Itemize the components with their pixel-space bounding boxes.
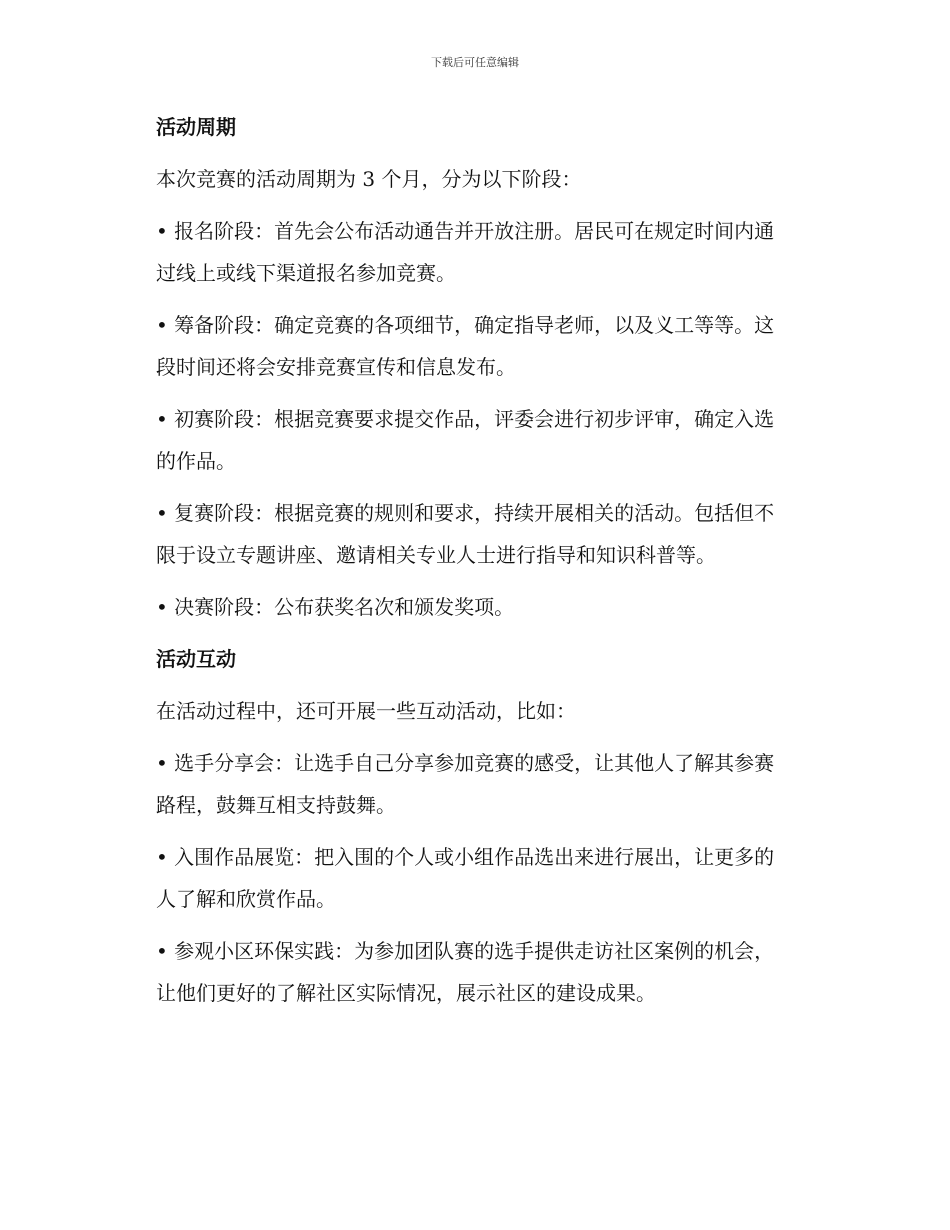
paragraph-line: 段时间还将会安排竞赛宣传和信息发布。 (156, 355, 516, 379)
paragraph-line: 本次竞赛的活动周期为 3 个月，分为以下阶段： (156, 167, 582, 191)
paragraph-line: 限于设立专题讲座、邀请相关专业人士进行指导和知识科普等。 (156, 543, 716, 567)
paragraph-line: 过线上或线下渠道报名参加竞赛。 (156, 261, 456, 285)
paragraph (113, 690, 823, 732)
paragraph (113, 836, 823, 920)
paragraph (113, 398, 823, 482)
paragraph (113, 742, 823, 826)
paragraph (113, 930, 823, 1014)
paragraph-line: • 报名阶段：首先会公布活动通告并开放注册。居民可在规定时间内通 (156, 219, 775, 243)
paragraph-line: • 决赛阶段：公布获奖名次和颁发奖项。 (156, 595, 515, 619)
section-heading: 活动互动 (156, 647, 236, 671)
paragraph-line: 让他们更好的了解社区实际情况，展示社区的建设成果。 (156, 981, 656, 1005)
paragraph (113, 210, 823, 294)
document-body (113, 106, 823, 1024)
paragraph-line: • 复赛阶段：根据竞赛的规则和要求，持续开展相关的活动。包括但不 (156, 501, 775, 525)
paragraph-line: • 选手分享会：让选手自己分享参加竞赛的感受，让其他人了解其参赛 (156, 751, 775, 775)
paragraph-line: • 筹备阶段：确定竞赛的各项细节，确定指导老师，以及义工等等。这 (156, 313, 775, 337)
paragraph (113, 304, 823, 388)
paragraph (113, 158, 823, 200)
paragraph (113, 586, 823, 628)
paragraph-line: 的作品。 (156, 449, 236, 473)
paragraph-line: 人了解和欣赏作品。 (156, 887, 336, 911)
paragraph-line: 在活动过程中，还可开展一些互动活动，比如： (156, 699, 576, 723)
section-heading: 活动周期 (156, 115, 236, 139)
paragraph-line: • 参观小区环保实践：为参加团队赛的选手提供走访社区案例的机会， (156, 939, 775, 963)
paragraph-line: • 初赛阶段：根据竞赛要求提交作品，评委会进行初步评审，确定入选 (156, 407, 775, 431)
paragraph-line: 路程，鼓舞互相支持鼓舞。 (156, 793, 396, 817)
paragraph-line: • 入围作品展览：把入围的个人或小组作品选出来进行展出，让更多的 (156, 845, 775, 869)
paragraph (113, 492, 823, 576)
page-header-note: 下载后可任意编辑 (431, 56, 519, 69)
